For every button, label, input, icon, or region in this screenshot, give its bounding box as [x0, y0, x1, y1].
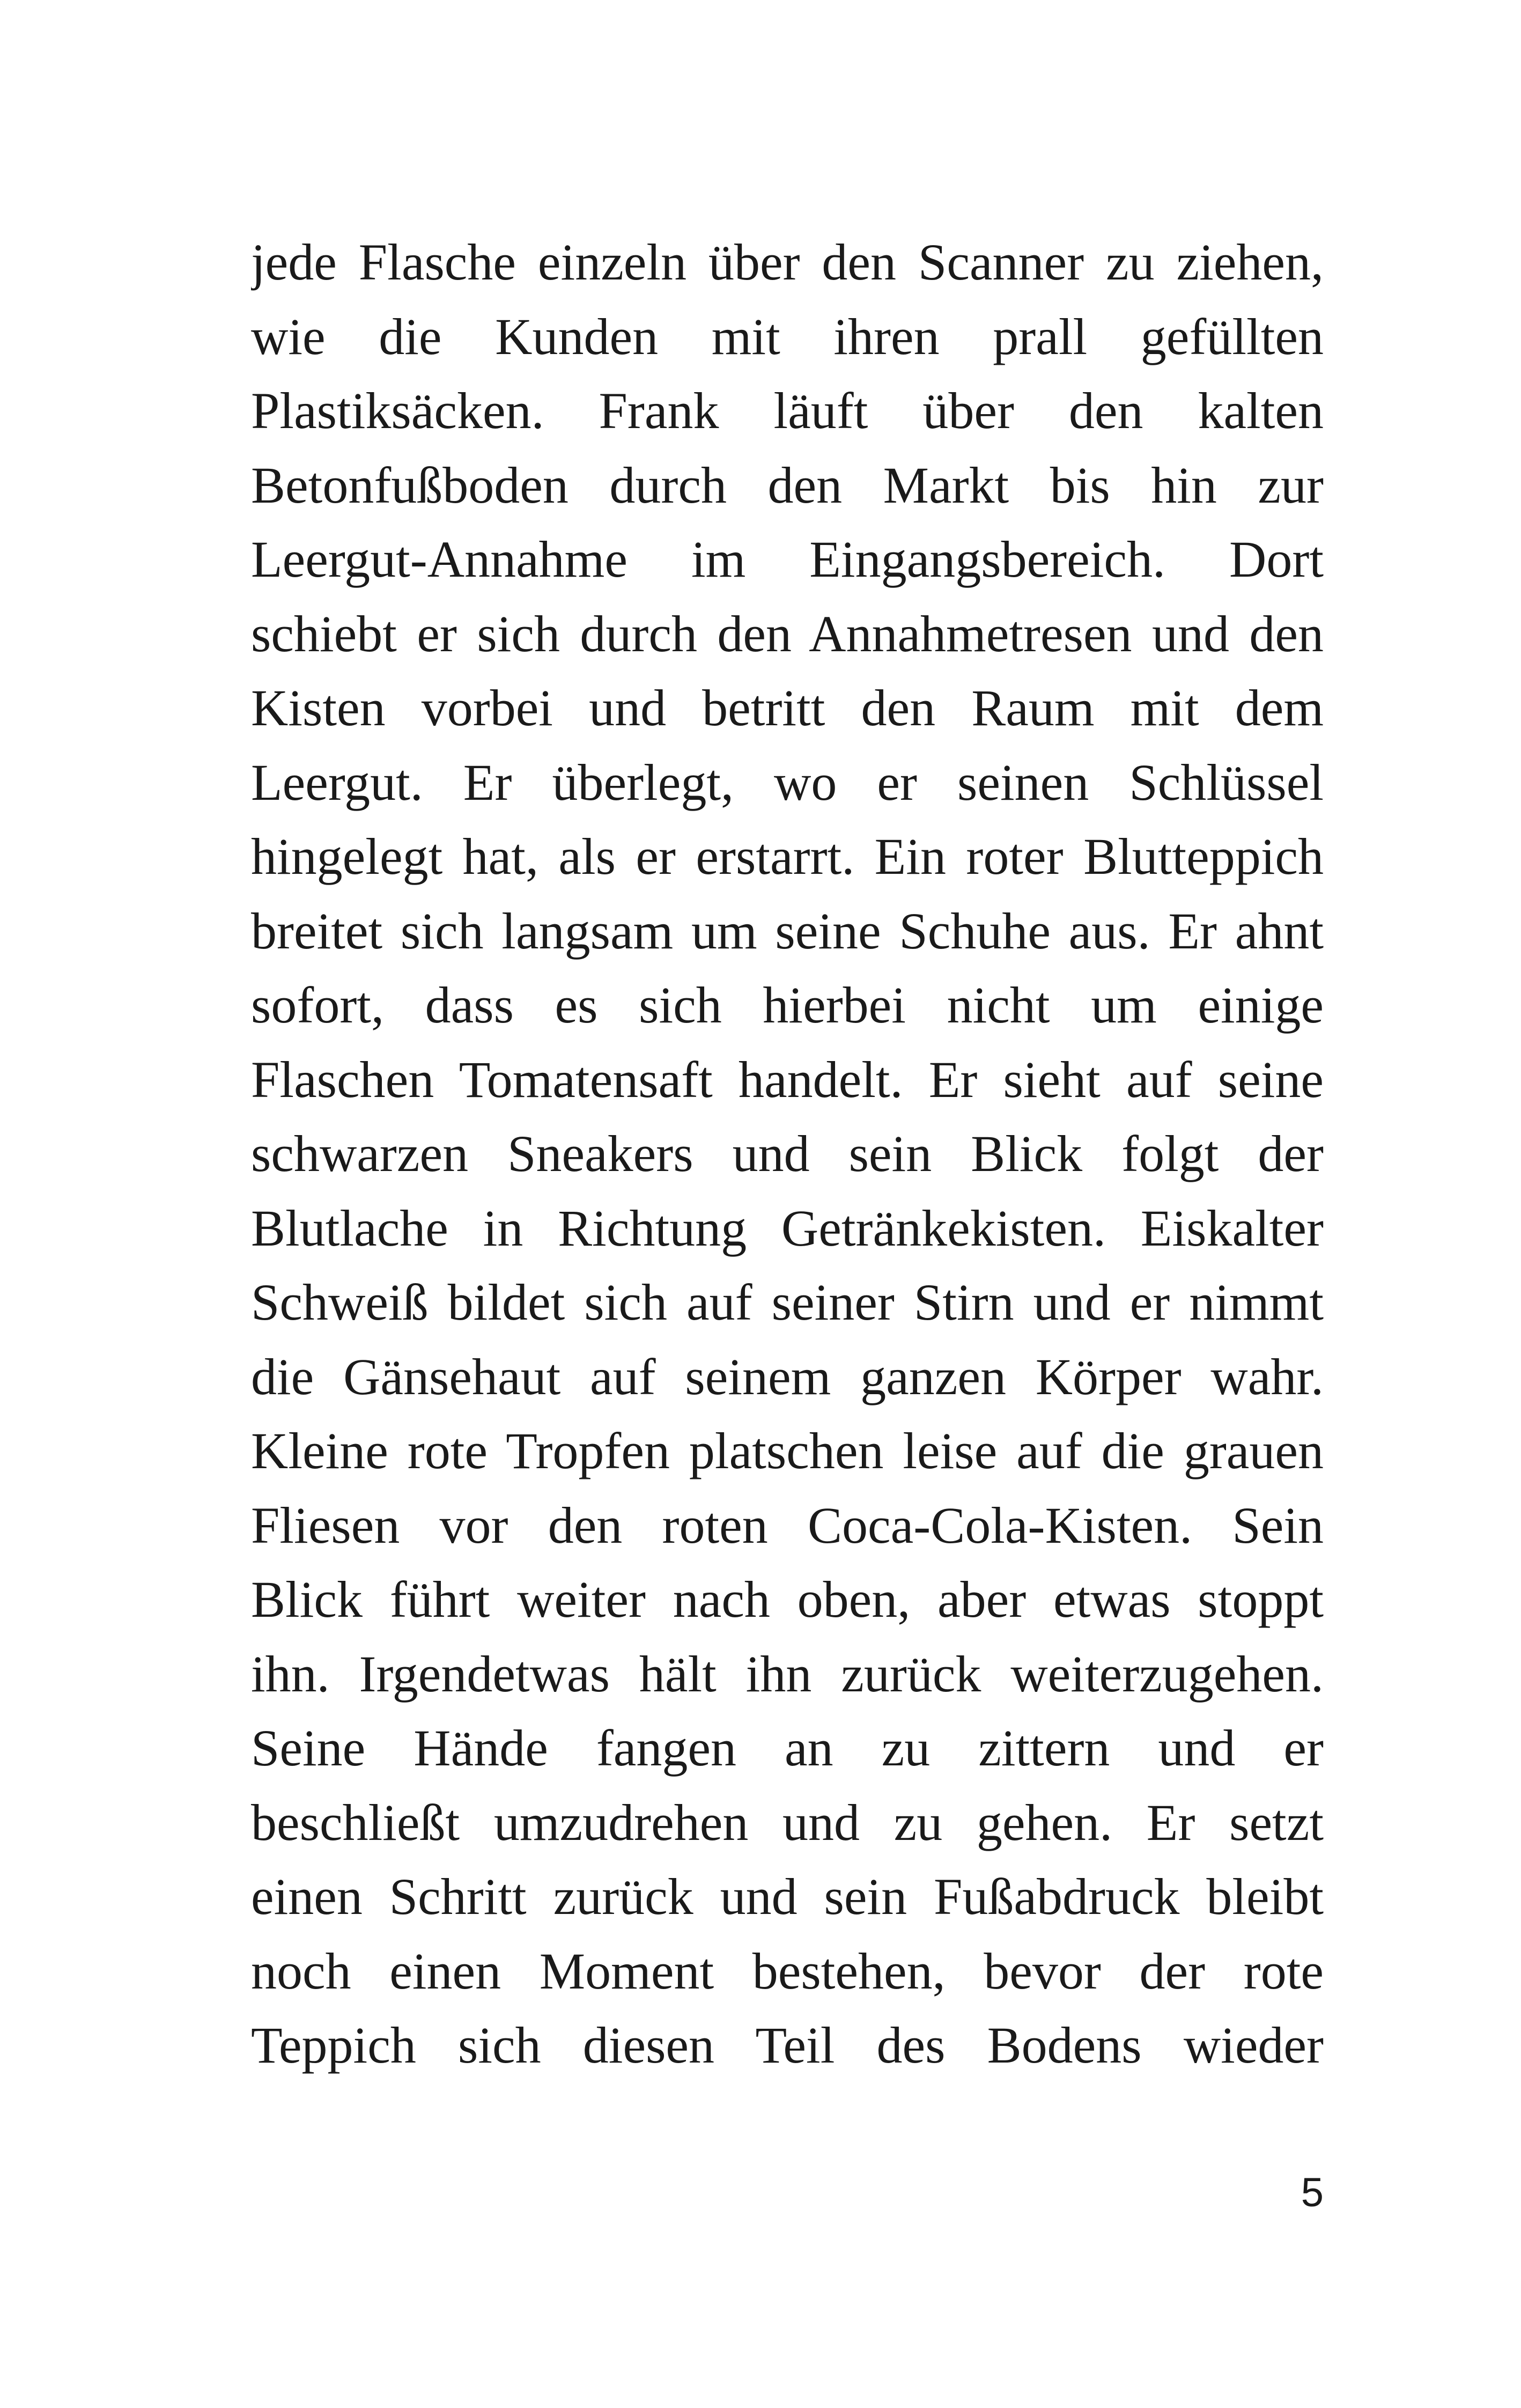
text-line: Fliesen vor den roten Coca-Cola-Kisten. Sein	[251, 1496, 1324, 1554]
text-line: jede Flasche einzeln über den Scanner zu ziehen,	[251, 233, 1324, 291]
text-line: noch einen Moment bestehen, bevor der rote	[251, 1942, 1324, 2000]
text-line: Seine Hände fangen an zu zittern und er	[251, 1719, 1324, 1777]
text-line: Flaschen Tomatensaft handelt. Er sieht auf seine	[251, 1050, 1324, 1108]
text-line: Schweiß bildet sich auf seiner Stirn und er nimmt	[251, 1273, 1324, 1331]
text-line: die Gänsehaut auf seinem ganzen Körper wahr.	[251, 1347, 1324, 1405]
text-line: sofort, dass es sich hierbei nicht um einige	[251, 976, 1324, 1034]
text-line: Teppich sich diesen Teil des Bodens wieder	[251, 2016, 1324, 2074]
text-line: Leergut. Er überlegt, wo er seinen Schlüssel	[251, 753, 1324, 811]
text-line: beschließt umzudrehen und zu gehen. Er setzt	[251, 1793, 1324, 1851]
page-number: 5	[1301, 2170, 1324, 2215]
text-line: schiebt er sich durch den Annahmetresen und den	[251, 605, 1324, 662]
text-line: Blutlache in Richtung Getränkekisten. Eiskalter	[251, 1199, 1324, 1257]
body-text	[251, 225, 1324, 2083]
text-line: ihn. Irgendetwas hält ihn zurück weiterzugehen.	[251, 1645, 1324, 1703]
text-line: wie die Kunden mit ihren prall gefüllten	[251, 307, 1324, 365]
text-line: breitet sich langsam um seine Schuhe aus. Er ahnt	[251, 902, 1324, 960]
text-line: schwarzen Sneakers und sein Blick folgt der	[251, 1125, 1324, 1182]
text-line: hingelegt hat, als er erstarrt. Ein roter Blutteppich	[251, 828, 1324, 885]
text-line: Kisten vorbei und betritt den Raum mit dem	[251, 679, 1324, 737]
text-line: einen Schritt zurück und sein Fußabdruck bleibt	[251, 1868, 1324, 1925]
text-line: Kleine rote Tropfen platschen leise auf die grauen	[251, 1422, 1324, 1479]
text-line: Betonfußboden durch den Markt bis hin zur	[251, 456, 1324, 514]
text-line: Leergut-Annahme im Eingangsbereich. Dort	[251, 531, 1324, 588]
text-line: Plastiksäcken. Frank läuft über den kalten	[251, 382, 1324, 439]
text-line: Blick führt weiter nach oben, aber etwas stoppt	[251, 1571, 1324, 1628]
